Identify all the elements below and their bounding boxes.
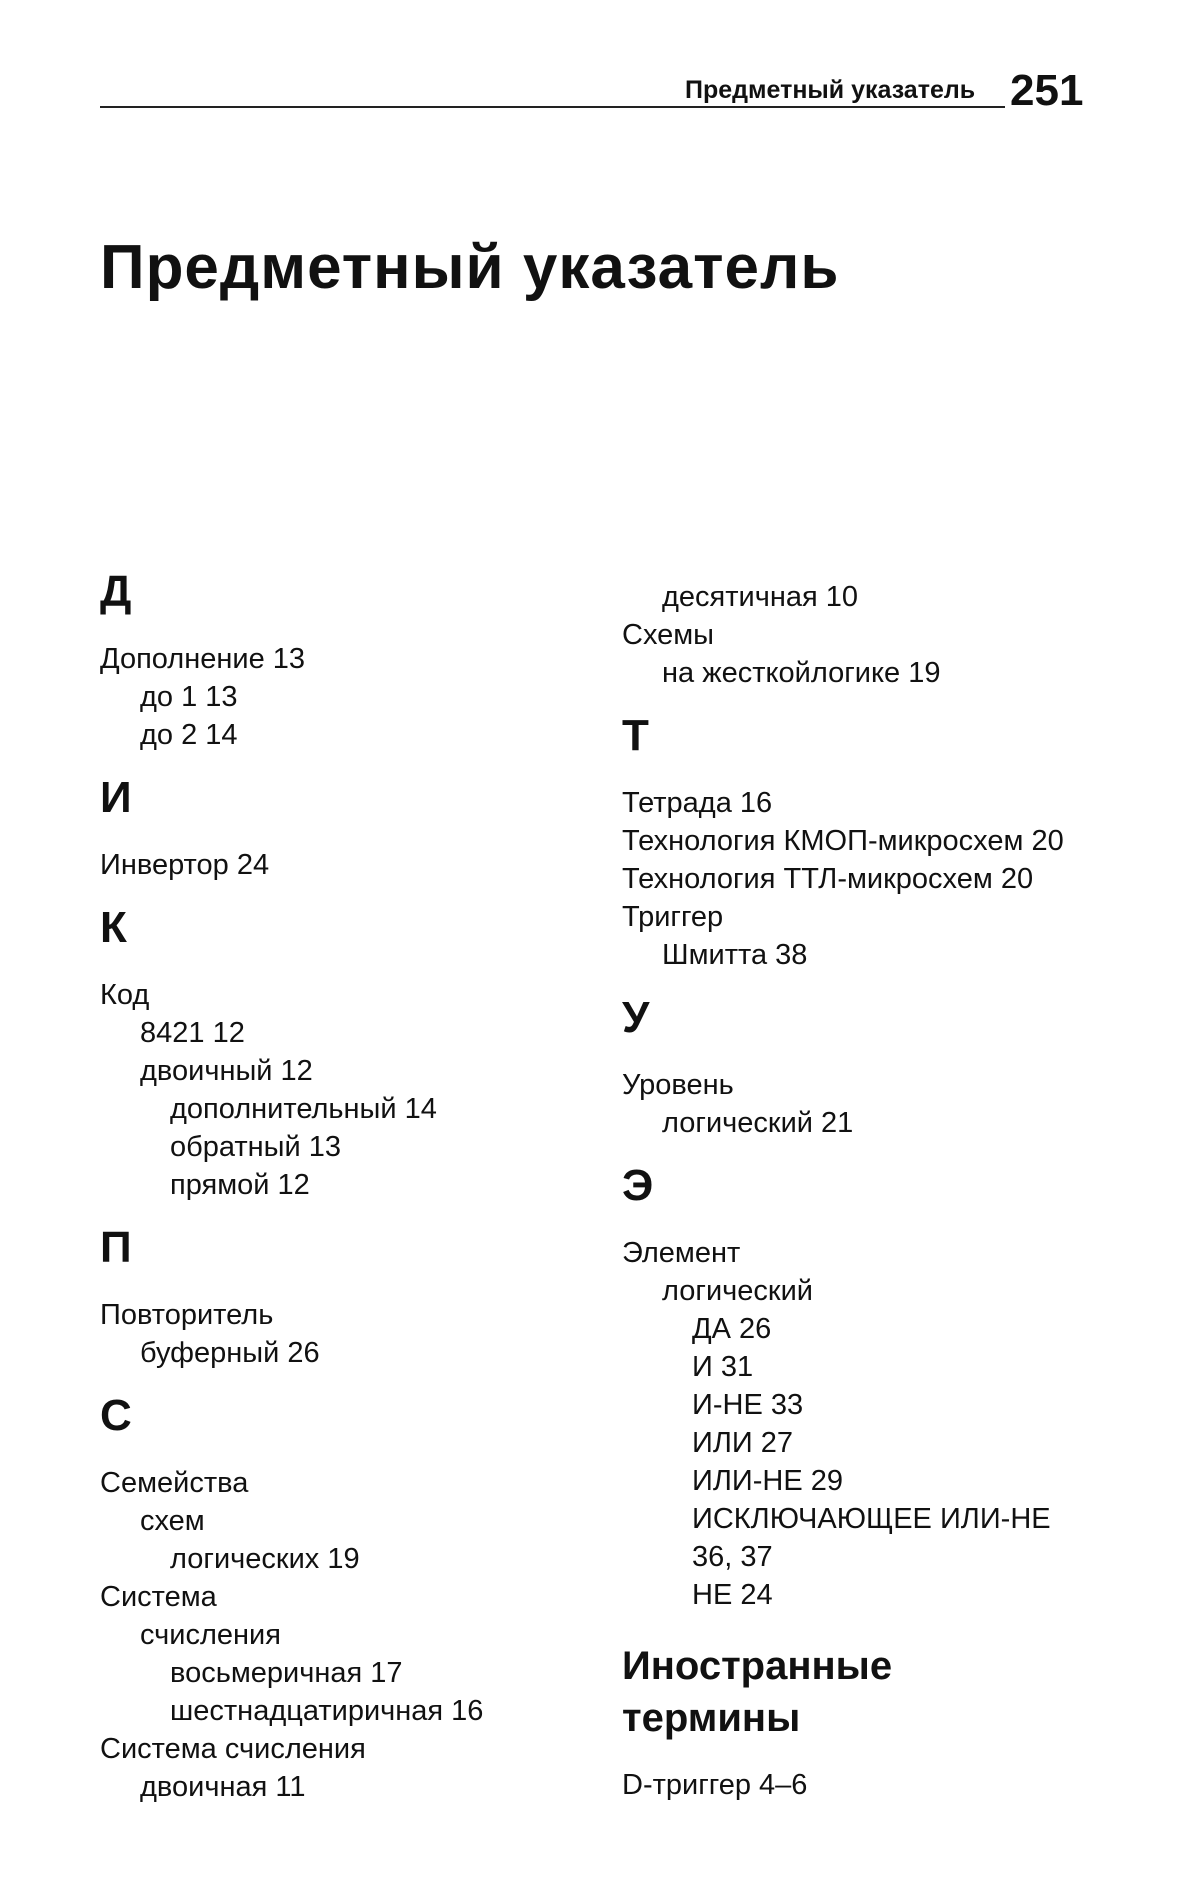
index-entry: двоичный 12 — [140, 1055, 313, 1087]
index-entry: НЕ 24 — [692, 1579, 773, 1611]
letter-heading: К — [100, 903, 127, 952]
index-entry: ИЛИ-НЕ 29 — [692, 1465, 843, 1497]
index-entry: И 31 — [692, 1351, 754, 1383]
index-entry: обратный 13 — [170, 1131, 342, 1163]
foreign-terms-title — [622, 1640, 1182, 1744]
index-entry: Технология КМОП-микросхем 20 — [622, 825, 1064, 857]
index-entry: Элемент — [622, 1237, 741, 1269]
letter-group — [100, 773, 620, 884]
index-entry: схем — [140, 1505, 205, 1537]
index-entry: до 1 13 — [140, 681, 238, 713]
letter-group — [622, 711, 1182, 974]
letter-group — [100, 1223, 620, 1372]
letter-group — [100, 903, 620, 1204]
letter-heading: П — [100, 1223, 132, 1272]
index-entry: десятичная 10 — [662, 581, 859, 613]
index-entry: D-триггер 4–6 — [622, 1769, 808, 1801]
letter-group — [622, 1161, 1182, 1614]
letter-group — [622, 993, 1182, 1142]
index-entry: до 2 14 — [140, 719, 238, 751]
index-entry: Технология ТТЛ-микросхем 20 — [622, 863, 1034, 895]
index-entry: логический 21 — [662, 1107, 854, 1139]
letter-heading: Э — [622, 1161, 654, 1210]
index-entry: Код — [100, 979, 150, 1011]
letter-heading: С — [100, 1391, 132, 1440]
continued-entries — [622, 578, 1182, 692]
index-entry: дополнительный 14 — [170, 1093, 437, 1125]
page-title: Предметный указатель — [100, 233, 840, 302]
index-entry: шестнадцатиричная 16 — [170, 1695, 484, 1727]
index-entry: Схемы — [622, 619, 715, 651]
index-entry: восьмеричная 17 — [170, 1657, 403, 1689]
index-entry: Система счисления — [100, 1733, 366, 1765]
index-entry: счисления — [140, 1619, 281, 1651]
index-entry: логических 19 — [170, 1543, 360, 1575]
index-entry: ДА 26 — [692, 1313, 772, 1345]
letter-group — [100, 567, 620, 754]
index-entry: И-НЕ 33 — [692, 1389, 804, 1421]
letter-group — [100, 1391, 620, 1806]
index-entry: Тетрада 16 — [622, 787, 773, 819]
foreign-terms-title-line2: термины — [622, 1696, 801, 1740]
running-head-title: Предметный указатель — [685, 76, 976, 104]
index-entry: логический — [662, 1275, 813, 1307]
index-entry: на жесткойлогике 19 — [662, 657, 941, 689]
index-entry: прямой 12 — [170, 1169, 310, 1201]
letter-heading: Т — [622, 711, 649, 760]
index-entry: буферный 26 — [140, 1337, 320, 1369]
page-number: 251 — [1010, 66, 1084, 115]
index-entry: ИСКЛЮЧАЮЩЕЕ ИЛИ-НЕ — [692, 1503, 1051, 1535]
index-entry: Триггер — [622, 901, 724, 933]
foreign-terms-entries — [622, 1766, 1182, 1804]
index-entry: Семейства — [100, 1467, 249, 1499]
letter-heading: У — [622, 993, 650, 1042]
letter-heading: И — [100, 773, 132, 822]
index-entry: Шмитта 38 — [662, 939, 808, 971]
index-column-left — [100, 567, 620, 1828]
index-column-right — [622, 578, 1182, 1804]
letter-heading: Д — [100, 567, 132, 616]
header-rule — [100, 106, 1005, 108]
index-entry: Дополнение 13 — [100, 643, 306, 675]
index-entry: 8421 12 — [140, 1017, 245, 1049]
index-entry: Повторитель — [100, 1299, 274, 1331]
index-entry: двоичная 11 — [140, 1771, 306, 1803]
index-entry: Инвертор 24 — [100, 849, 270, 881]
index-entry: Уровень — [622, 1069, 734, 1101]
running-head — [100, 66, 1092, 114]
index-entry: Система — [100, 1581, 217, 1613]
right-letter-groups — [622, 711, 1182, 1614]
foreign-terms-title-line1: Иностранные — [622, 1644, 893, 1688]
index-entry: 36, 37 — [692, 1541, 773, 1573]
index-entry: ИЛИ 27 — [692, 1427, 794, 1459]
